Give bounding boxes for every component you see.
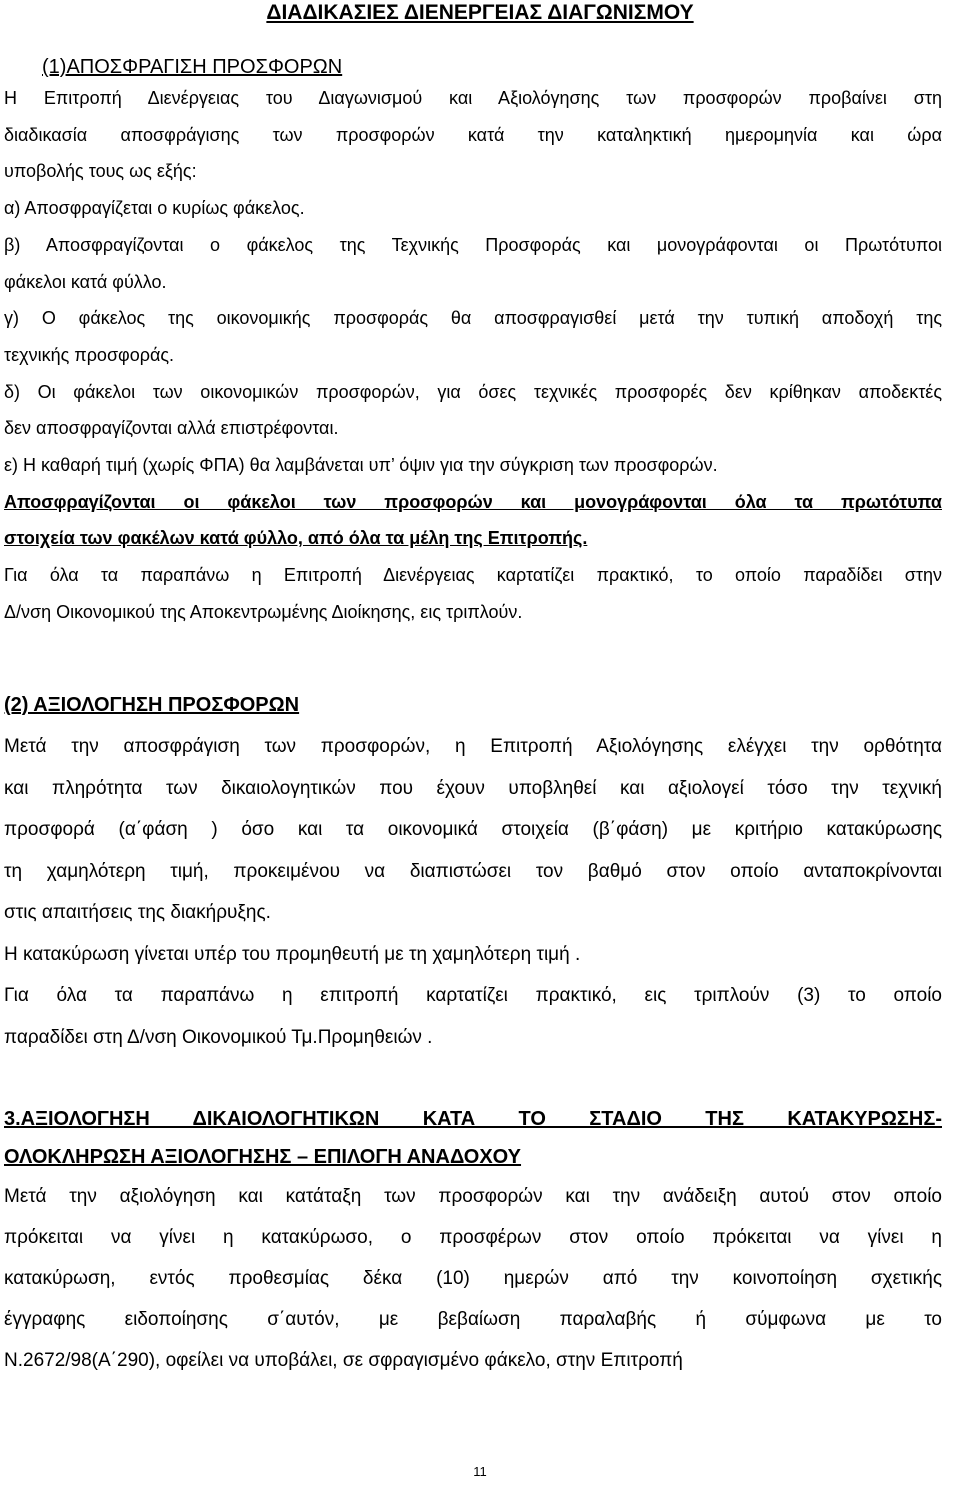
section-heading: (2) ΑΞΙΟΛΟΓΗΣΗ ΠΡΟΣΦΟΡΩΝ [4,694,300,716]
document-title: ΔΙΑΔΙΚΑΣΙΕΣ ΔΙΕΝΕΡΓΕΙΑΣ ΔΙΑΓΩΝΙΣΜΟΥ [266,1,694,24]
paragraph-line: φάκελοι κατά φύλλο. [4,271,167,292]
page-number: 11 [473,1464,487,1479]
paragraph-line: στις απαιτήσεις της διακήρυξης. [4,902,271,923]
paragraph-line: υποβολής τους ως εξής: [4,161,197,182]
section-unsealing [4,54,942,631]
paragraph-line: δ) Οι φάκελοι των οικονομικών προσφορών, για όσες τεχνικές προσφορές δεν κρίθηκαν αποδεκτές [4,381,942,402]
paragraph-line: Η Επιτροπή Διενέργειας του Διαγωνισμού και Αξιολόγησης των προσφορών προβαίνει στη [4,88,942,108]
paragraph-line: Μετά την αποσφράγιση των προσφορών, η Επιτροπή Αξιολόγησης ελέγχει την ορθότητα [4,736,942,757]
bold-underlined-line: στοιχεία των φακέλων κατά φύλλο, από όλα τα μέλη της Επιτροπής. [4,528,588,549]
paragraph-line: προσφορά (α΄φάση ) όσο και τα οικονομικά στοιχεία (β΄φάση) με κριτήριο κατακύρωσης [4,819,942,840]
paragraph-line: Για όλα τα παραπάνω η επιτροπή καρτατίζει πρακτικό, εις τριπλούν (3) το οποίο [4,985,942,1006]
section-heading: (1)ΑΠΟΣΦΡΑΓΙΣΗ ΠΡΟΣΦΟΡΩΝ [42,56,343,78]
paragraph-line: Ν.2672/98(Α΄290), οφείλει να υποβάλει, σε σφραγισμένο φάκελο, στην Επιτροπή [4,1350,683,1371]
paragraph-line: Μετά την αξιολόγηση και κατάταξη των προσφορών και την ανάδειξη αυτού στον οποίο [4,1186,942,1207]
paragraph-line: και πληρότητα των δικαιολογητικών που έχουν υποβληθεί και αξιολογεί τόσο την τεχνική [4,777,942,799]
paragraph-line: παραδίδει στη Δ/νση Οικονομικού Τμ.Προμηθειών . [4,1026,433,1048]
paragraph-line: Για όλα τα παραπάνω η Επιτροπή Διενέργειας καρτατίζει πρακτικό, το οποίο παραδίδει στην [4,565,942,586]
paragraph-line: κατακύρωση, εντός προθεσμίας δέκα (10) ημερών από την κοινοποίηση σχετικής [4,1268,942,1289]
paragraph-line: γ) Ο φάκελος της οικονομικής προσφοράς θα αποσφραγισθεί μετά την τυπική αποδοχή της [4,308,942,329]
section-evaluation [4,690,942,1058]
paragraph-line: Η κατακύρωση γίνεται υπέρ του προμηθευτή με τη χαμηλότερη τιμή . [4,943,581,965]
paragraph-line: δεν αποσφραγίζονται αλλά επιστρέφονται. [4,418,339,439]
bold-underlined-line: Αποσφραγίζονται οι φάκελοι των προσφορών και μονογράφονται όλα τα πρωτότυπα [4,491,942,512]
paragraph-line: β) Αποσφραγίζονται ο φάκελος της Τεχνικής Προσφοράς και μονογράφονται οι Πρωτότυποι [4,234,942,255]
paragraph-line: τεχνικής προσφοράς. [4,344,175,365]
paragraph-line: έγγραφης ειδοποίησης σ΄αυτόν, με βεβαίωση παραλαβής ή σύμφωνα με το [4,1309,942,1330]
paragraph-line: πρόκειται να γίνει η κατακύρωσο, ο προσφέρων στον οποίο πρόκειται να γίνει η [4,1227,942,1248]
paragraph-line: α) Αποσφραγίζεται ο κυρίως φάκελος. [4,198,305,219]
paragraph-line: διαδικασία αποσφράγισης των προσφορών κατά την καταληκτική ημερομηνία και ώρα [4,124,942,145]
section-heading: ΟΛΟΚΛΗΡΩΣΗ ΑΞΙΟΛΟΓΗΣΗΣ – ΕΠΙΛΟΓΗ ΑΝΑΔΟΧΟΥ [4,1146,522,1168]
paragraph-line: τη χαμηλότερη τιμή, προκειμένου να διαπιστώσει τον βαθμό στον οποίο ανταποκρίνονται [4,860,942,882]
section-supporting-documents [4,1100,942,1381]
paragraph-line: ε) Η καθαρή τιμή (χωρίς ΦΠΑ) θα λαμβάνεται υπ’ όψιν για την σύγκριση των προσφορών. [4,455,718,476]
section-heading: 3.ΑΞΙΟΛΟΓΗΣΗ ΔΙΚΑΙΟΛΟΓΗΤΙΚΩΝ ΚΑΤΑ ΤΟ ΣΤΑΔΙΟ ΤΗΣ ΚΑΤΑΚΥΡΩΣΗΣ- [4,1108,942,1130]
paragraph-line: Δ/νση Οικονομικού της Αποκεντρωμένης Διοίκησης, εις τριπλούν. [4,601,523,622]
